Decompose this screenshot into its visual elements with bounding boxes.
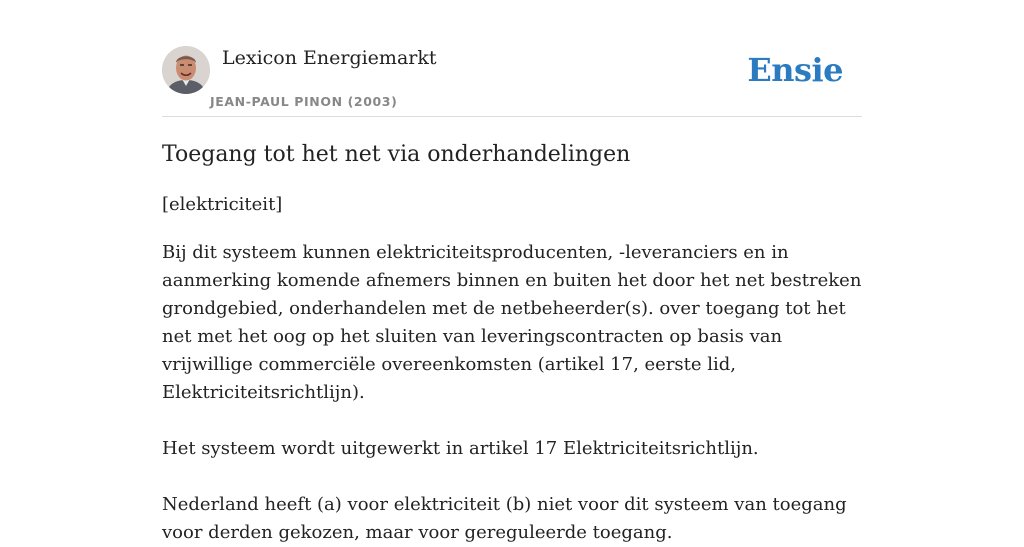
author-avatar[interactable] [162, 46, 210, 94]
page-header [162, 46, 862, 117]
brand-logo[interactable]: Ensie [747, 51, 843, 89]
entry-paragraph: Nederland heeft (a) voor elektriciteit (b) niet voor dit systeem van toegang voor derden gekozen, maar voor gereguleerde toegang. [162, 494, 847, 543]
entry-paragraph: Het systeem wordt uitgewerkt in artikel 17 Elektriciteitsrichtlijn. [162, 438, 759, 459]
entry-content [162, 140, 862, 547]
author-name[interactable]: JEAN-PAUL PINON (2003) [210, 94, 398, 109]
author-portrait-icon [162, 46, 210, 94]
entry-category-tag: [elektriciteit] [162, 194, 283, 215]
entry-paragraph: Bij dit systeem kunnen elektriciteitsproducenten, -leveranciers en in aanmerking komende afnemers binnen en buiten het door het net bestreken grondgebied, onderhandelen met de netbeheerder(s). over toegang tot het net met het oog op het sluiten van leveringscontracten op basis van vrijwillige commerciële overeenkomsten (artikel 17, eerste lid, Elektriciteitsrichtlijn). [162, 242, 862, 403]
entry-title: Toegang tot het net via onderhandelingen [162, 142, 631, 167]
book-title[interactable]: Lexicon Energiemarkt [222, 47, 437, 69]
